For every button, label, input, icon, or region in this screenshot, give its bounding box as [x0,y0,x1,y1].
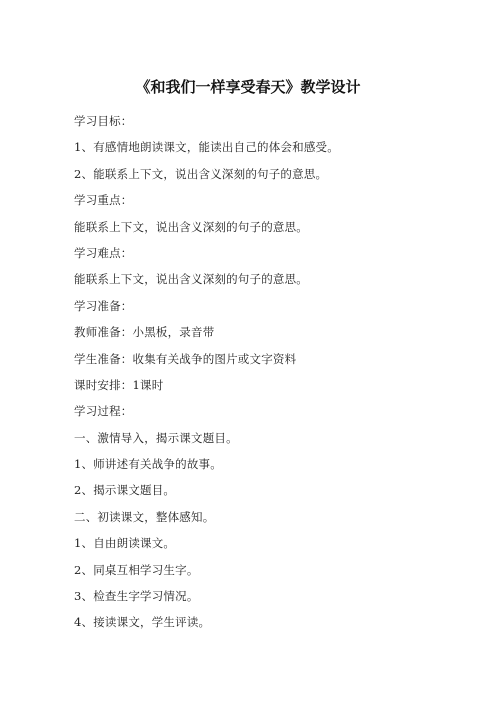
body-line: 教师准备：小黑板，录音带 [74,325,215,340]
body-line: 1、师讲述有关战争的故事。 [74,457,222,472]
body-line: 2、揭示课文题目。 [74,483,176,498]
body-line: 2、能联系上下文，说出含义深刻的句子的意思。 [74,166,328,181]
document-title: 《和我们一样享受春天》教学设计 [135,78,361,96]
body-line: 学习重点： [74,193,133,208]
document-body [74,112,454,640]
body-line: 学习过程： [74,404,133,419]
body-line: 3、检查生字学习情况。 [74,589,199,604]
body-line: 能联系上下文，说出含义深刻的句子的意思。 [74,272,308,287]
body-line: 学习难点： [74,245,133,260]
body-line: 1、有感情地朗读课文，能读出自己的体会和感受。 [74,140,339,155]
body-line: 学习目标： [74,114,133,128]
body-line: 学生准备：收集有关战争的图片或文字资料 [74,351,297,366]
body-line: 1、自由朗读课文。 [74,536,176,551]
body-line: 能联系上下文，说出含义深刻的句子的意思。 [74,219,308,234]
body-line: 2、同桌互相学习生字。 [74,562,199,577]
body-line: 课时安排：1课时 [74,377,164,392]
body-line: 一、激情导入，揭示课文题目。 [74,430,238,445]
body-line: 学习准备： [74,298,133,313]
body-line: 4、接读课文，学生评读。 [74,615,211,630]
body-line: 二、初读课文，整体感知。 [74,509,215,524]
